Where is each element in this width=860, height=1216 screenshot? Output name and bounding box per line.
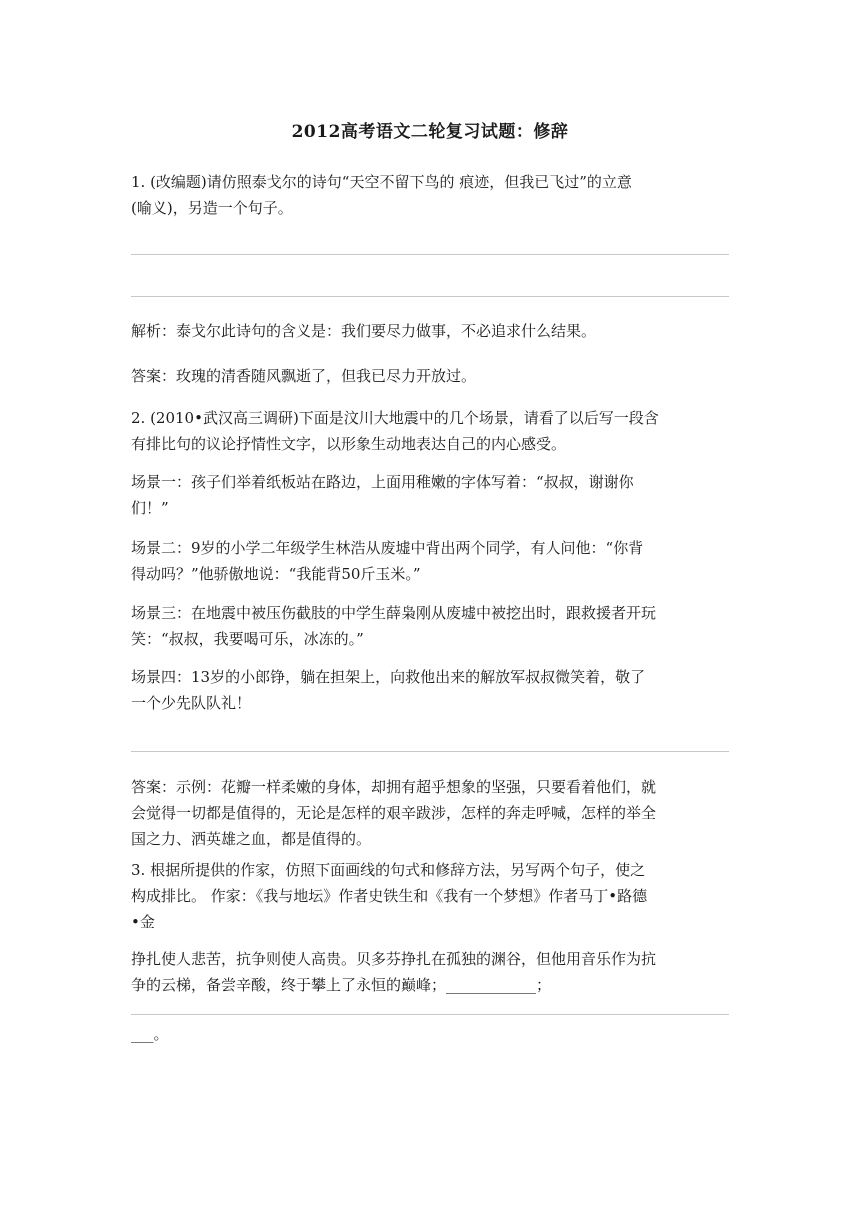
q2-scene-3 [131, 600, 731, 652]
q2-scene-3-line1: 场景三：在地震中被压伤截肢的中学生薛枭刚从废墟中被挖出时，跟救援者开玩 [131, 604, 657, 622]
q2-prompt-line2: 有排比句的议论抒情性文字，以形象生动地表达自己的内心感受。 [131, 435, 567, 453]
q2-answer-line1: 答案：示例：花瓣一样柔嫩的身体，却拥有超乎想象的坚强，只要看着他们，就 [131, 778, 657, 796]
q2-prompt-line1: 2. (2010•武汉高三调研)下面是汶川大地震中的几个场景，请看了以后写一段含 [131, 409, 659, 427]
q2-answer [131, 774, 731, 852]
q3-prompt-line3: •金 [131, 913, 155, 931]
q2-answer-line [131, 751, 729, 752]
q3-text-line2: 争的云梯，备尝辛酸，终于攀上了永恒的巅峰；____________； [131, 976, 552, 994]
q2-answer-line3: 国之力、洒英雄之血，都是值得的。 [131, 830, 372, 848]
q2-scene-4-line2: 一个少先队队礼！ [131, 694, 252, 712]
q2-scene-4 [131, 664, 731, 716]
q2-scene-2-line2: 得动吗？”他骄傲地说：“我能背50斤玉米。” [131, 565, 421, 583]
q2-scene-4-line1: 场景四：13岁的小郎铮，躺在担架上，向救他出来的解放军叔叔微笑着，敬了 [131, 668, 646, 686]
q1-prompt-line2: (喻义)，另造一个句子。 [131, 199, 293, 217]
document-title: 2012高考语文二轮复习试题：修辞 [291, 122, 569, 142]
q3-prompt-line1: 3. 根据所提供的作家，仿照下面画线的句式和修辞方法，另写两个句子，使之 [131, 861, 646, 879]
q1-answer-line-2 [131, 296, 729, 297]
q2-prompt [131, 405, 731, 457]
q1-prompt [131, 169, 731, 221]
q2-scene-3-line2: 笑：“叔叔，我要喝可乐，冰冻的。” [131, 630, 364, 648]
q2-scene-2-line1: 场景二：9岁的小学二年级学生林浩从废墟中背出两个同学，有人问他：“你背 [131, 539, 644, 557]
q1-prompt-line1: 1. (改编题)请仿照泰戈尔的诗句“天空不留下鸟的 痕迹，但我已飞过”的立意 [131, 173, 632, 191]
q3-text [131, 946, 731, 998]
q3-answer-line [131, 1014, 729, 1015]
q3-text-line1: 挣扎使人悲苦，抗争则使人高贵。贝多芬挣扎在孤独的渊谷，但他用音乐作为抗 [131, 950, 657, 968]
q3-text-line3: ___。 [131, 1025, 169, 1043]
q1-answer: 答案：玫瑰的清香随风飘逝了，但我已尽力开放过。 [131, 367, 477, 385]
q1-analysis: 解析：泰戈尔此诗句的含义是：我们要尽力做事，不必追求什么结果。 [131, 322, 597, 340]
q2-scene-1 [131, 469, 731, 521]
q3-prompt-line2: 构成排比。 作家：《我与地坛》作者史铁生和《我有一个梦想》作者马丁•路德 [131, 887, 648, 905]
q2-scene-1-line2: 们！” [131, 499, 169, 517]
q2-scene-1-line1: 场景一：孩子们举着纸板站在路边，上面用稚嫩的字体写着：“叔叔，谢谢你 [131, 473, 634, 491]
q3-prompt [131, 857, 731, 935]
q1-answer-line-1 [131, 254, 729, 255]
q2-scene-2 [131, 535, 731, 587]
q2-answer-line2: 会觉得一切都是值得的，无论是怎样的艰辛跋涉，怎样的奔走呼喊，怎样的举全 [131, 804, 657, 822]
